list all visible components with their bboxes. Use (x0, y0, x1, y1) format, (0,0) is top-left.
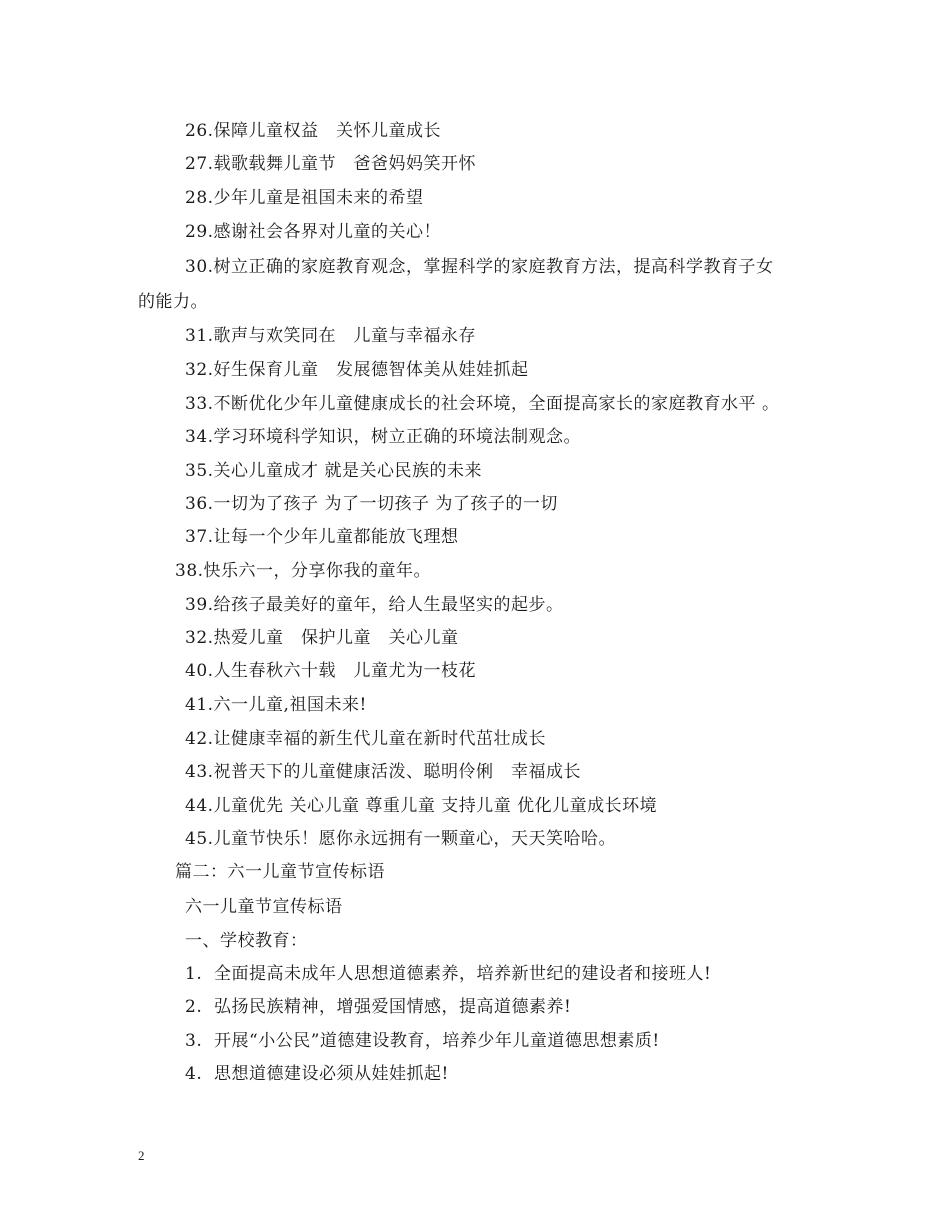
slogan-33: 33.不断优化少年儿童健康成长的社会环境，全面提高家长的家庭教育水平 。 (185, 394, 780, 414)
slogan-26: 26.保障儿童权益 关怀儿童成长 (185, 121, 442, 141)
slogan-32: 32.好生保育儿童 发展德智体美从娃娃抓起 (185, 360, 529, 380)
slogan-32b: 32.热爱儿童 保护儿童 关心儿童 (185, 628, 459, 648)
slogan-30-continuation: 的能力。 (138, 292, 208, 312)
school-item-3: 3. 开展“小公民”道德建设教育，培养少年儿童道德思想素质! (185, 1031, 660, 1051)
page-number: 2 (138, 1148, 145, 1163)
slogan-36: 36.一切为了孩子 为了一切孩子 为了孩子的一切 (185, 494, 558, 514)
slogan-42: 42.让健康幸福的新生代儿童在新时代茁壮成长 (185, 729, 547, 749)
section-heading: 篇二：六一儿童节宣传标语 (175, 862, 385, 882)
slogan-27: 27.载歌载舞儿童节 爸爸妈妈笑开怀 (185, 154, 477, 174)
slogan-38: 38.快乐六一，分享你我的童年。 (175, 561, 432, 581)
slogan-43: 43.祝普天下的儿童健康活泼、聪明伶俐 幸福成长 (185, 762, 582, 782)
slogan-35: 35.关心儿童成才 就是关心民族的未来 (185, 461, 482, 481)
school-item-2: 2. 弘扬民族精神，增强爱国情感，提高道德素养! (185, 997, 572, 1017)
slogan-28: 28.少年儿童是祖国未来的希望 (185, 188, 424, 208)
slogan-31: 31.歌声与欢笑同在 儿童与幸福永存 (185, 326, 477, 346)
slogan-41: 41.六一儿童,祖国未来! (185, 695, 367, 715)
slogan-44: 44.儿童优先 关心儿童 尊重儿童 支持儿童 优化儿童成长环境 (185, 796, 658, 816)
slogan-39: 39.给孩子最美好的童年，给人生最坚实的起步。 (185, 595, 564, 615)
section-title: 六一儿童节宣传标语 (185, 897, 343, 917)
slogan-34: 34.学习环境科学知识，树立正确的环境法制观念。 (185, 427, 582, 447)
slogan-29: 29.感谢社会各界对儿童的关心！ (185, 222, 442, 242)
slogan-30: 30.树立正确的家庭教育观念，掌握科学的家庭教育方法，提高科学教育子女 (185, 257, 774, 277)
slogan-40: 40.人生春秋六十载 儿童尤为一枝花 (185, 661, 477, 681)
school-item-1: 1. 全面提高未成年人思想道德素养，培养新世纪的建设者和接班人! (185, 964, 712, 984)
school-item-4: 4. 思想道德建设必须从娃娃抓起! (185, 1064, 449, 1084)
subsection-heading: 一、学校教育： (185, 931, 308, 951)
slogan-37: 37.让每一个少年儿童都能放飞理想 (185, 527, 459, 547)
slogan-45: 45.儿童节快乐！愿你永远拥有一颗童心，天天笑哈哈。 (185, 829, 617, 849)
